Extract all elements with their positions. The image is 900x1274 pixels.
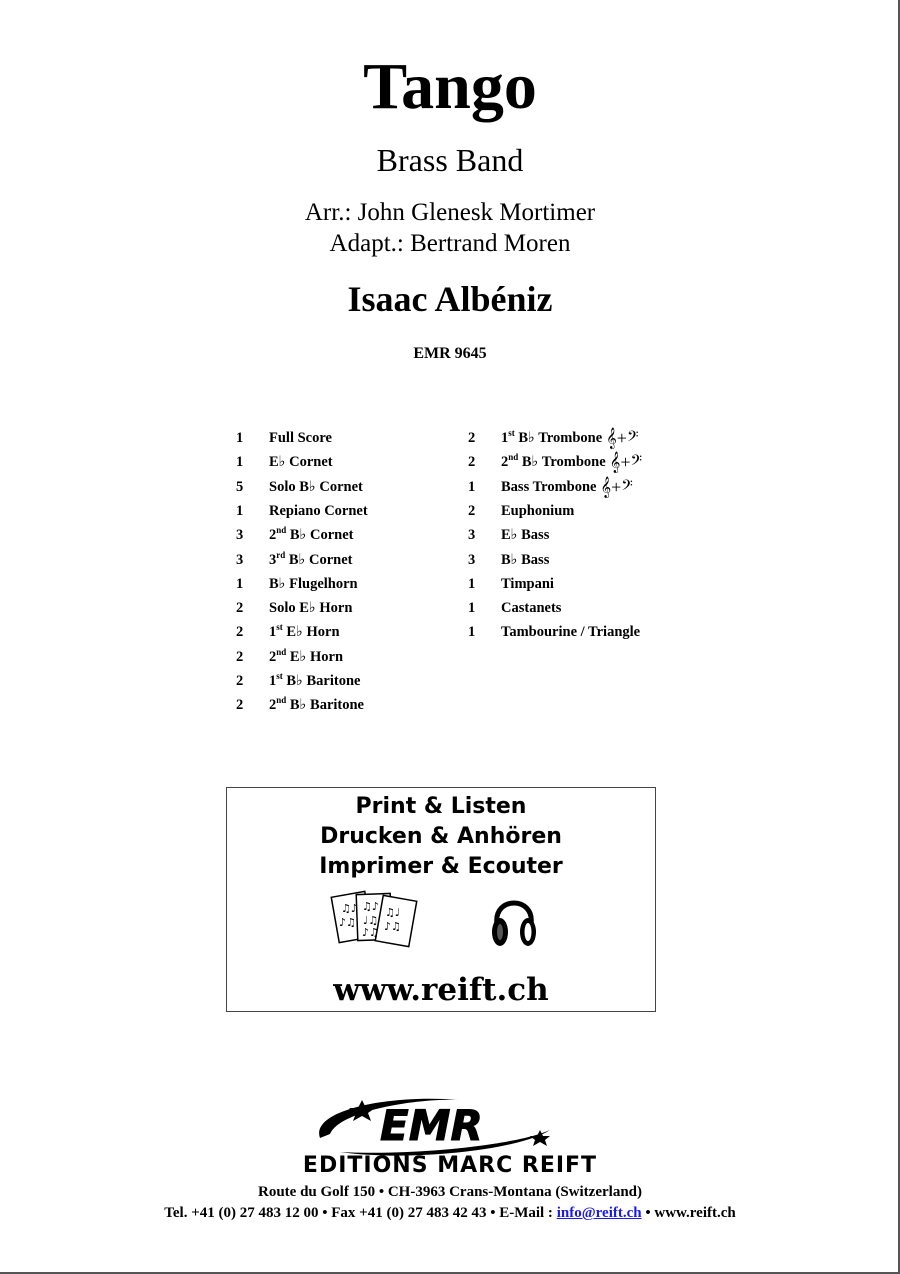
instrument-ordinal-suffix: nd <box>276 695 287 706</box>
instrument-ordinal: 1 <box>269 673 277 689</box>
sheet-music-icon <box>327 888 422 958</box>
instrument-ordinal-suffix: st <box>508 428 515 438</box>
instrument-name <box>269 453 333 471</box>
composer-name: Isaac Albéniz <box>347 279 553 319</box>
publisher-contact <box>0 1203 900 1223</box>
instrument-name <box>269 696 364 714</box>
instrument-ordinal-suffix: rd <box>276 549 286 560</box>
instrument-name <box>269 575 358 593</box>
instrument-quantity: 1 <box>236 454 244 471</box>
instrument-quantity: 3 <box>236 527 244 544</box>
instrument-quantity: 2 <box>468 502 476 519</box>
print-listen-box <box>226 787 656 1012</box>
svg-text:♫♩: ♫♩ <box>385 906 401 919</box>
instrument-label: E♭ Bass <box>501 527 550 544</box>
instrument-label: B♭ Flugelhorn <box>269 575 358 592</box>
treble-bass-clef-icon: 𝄞+𝄢 <box>600 476 633 497</box>
svg-text:♪♫: ♪♫ <box>339 916 356 929</box>
instrument-label: Euphonium <box>501 502 575 519</box>
instrument-quantity: 3 <box>468 527 476 544</box>
instrument-label: E♭ Cornet <box>269 454 333 471</box>
instrument-name <box>269 429 332 447</box>
instrument-name <box>501 429 639 447</box>
instrument-name <box>501 502 574 520</box>
publisher-address: Route du Golf 150 • CH-3963 Crans-Montana (Switzerland) <box>258 1184 642 1200</box>
instrument-name <box>269 502 368 520</box>
page-title: Tango <box>363 50 537 123</box>
instrument-quantity: 2 <box>236 624 244 641</box>
emr-logo-text: EMR <box>380 1101 483 1150</box>
instrument-label: B♭ Trombone <box>514 430 603 446</box>
instrument-ordinal: 2 <box>269 527 277 544</box>
instrument-quantity: 1 <box>468 575 476 592</box>
instrument-label: Timpani <box>501 575 554 592</box>
instrument-label: E♭ Horn <box>282 624 340 641</box>
instrument-ordinal-suffix: nd <box>276 525 287 536</box>
headphones-icon <box>489 886 539 952</box>
instrument-quantity: 3 <box>468 551 476 568</box>
instrument-quantity: 1 <box>236 430 244 446</box>
instrument-name <box>269 648 343 666</box>
instrument-name <box>269 599 352 617</box>
instrument-quantity: 2 <box>236 600 244 617</box>
catalog-number: EMR 9645 <box>413 345 487 362</box>
instrument-label: Solo E♭ Horn <box>269 600 353 617</box>
instrument-label: Repiano Cornet <box>269 502 368 519</box>
instrument-quantity: 1 <box>236 502 244 519</box>
instrument-name <box>501 599 561 617</box>
instrument-label: B♭ Cornet <box>286 527 354 544</box>
website-link[interactable]: www.reift.ch <box>333 972 549 1008</box>
instrument-quantity: 5 <box>236 478 244 495</box>
instrument-label: B♭ Bass <box>501 551 550 568</box>
svg-text:♪♫: ♪♫ <box>362 926 379 939</box>
instrument-label: Castanets <box>501 600 562 617</box>
instrument-ordinal: 2 <box>269 697 277 714</box>
arranger-credit: Arr.: John Glenesk Mortimer <box>304 199 596 226</box>
instrument-quantity: 1 <box>236 575 244 592</box>
instrument-label: B♭ Baritone <box>282 673 361 689</box>
instrument-label: Full Score <box>269 430 332 446</box>
instrument-quantity: 1 <box>468 478 476 495</box>
instrument-label: B♭ Cornet <box>285 551 353 568</box>
svg-text:♫♪: ♫♪ <box>362 900 379 913</box>
instrument-name <box>501 551 549 569</box>
instrument-quantity: 2 <box>236 648 244 665</box>
instrument-label: Solo B♭ Cornet <box>269 478 363 495</box>
instrument-name <box>501 526 549 544</box>
instrument-label: E♭ Horn <box>286 648 344 665</box>
phone-fax-text: Tel. +41 (0) 27 483 12 00 • Fax +41 (0) 27 483 42 43 • E-Mail : <box>164 1205 557 1221</box>
instrument-ordinal-suffix: nd <box>276 646 287 657</box>
instrument-name <box>269 623 340 641</box>
instrument-quantity: 1 <box>468 624 476 641</box>
instrument-ordinal: 2 <box>501 454 509 471</box>
emr-logo <box>300 1090 560 1160</box>
instrument-name <box>269 478 363 496</box>
instrument-ordinal: 2 <box>269 648 277 665</box>
treble-bass-clef-icon: 𝄞+𝄢 <box>609 452 643 473</box>
instrument-name <box>269 551 353 569</box>
promo-line-french: Imprimer & Ecouter <box>319 854 563 879</box>
instrument-ordinal: 1 <box>501 430 509 446</box>
web-text: • www.reift.ch <box>641 1205 736 1221</box>
instrument-name <box>501 478 633 496</box>
instrument-name <box>269 672 360 690</box>
promo-line-german: Drucken & Anhören <box>320 824 562 849</box>
instrument-ordinal-suffix: nd <box>508 452 519 463</box>
instrument-quantity: 2 <box>468 430 476 446</box>
instrument-label: Tambourine / Triangle <box>501 624 641 641</box>
instrument-name <box>501 575 554 593</box>
instrument-ordinal: 1 <box>269 624 277 641</box>
instrument-label: B♭ Baritone <box>286 697 364 714</box>
instrument-name <box>501 623 640 641</box>
instrument-quantity: 3 <box>236 551 244 568</box>
instrument-quantity: 2 <box>468 454 476 471</box>
promo-line-english: Print & Listen <box>355 794 527 819</box>
instrument-ordinal-suffix: st <box>276 622 283 633</box>
svg-text:♪♫: ♪♫ <box>384 920 401 933</box>
instrument-quantity: 2 <box>236 673 244 689</box>
instrument-name <box>269 526 354 544</box>
email-link[interactable]: info@reift.ch <box>556 1205 642 1221</box>
treble-bass-clef-icon: 𝄞+𝄢 <box>606 428 639 448</box>
svg-text:♫♪: ♫♪ <box>341 902 358 915</box>
instrument-ordinal: 3 <box>269 551 277 568</box>
publisher-name: EDITIONS MARC REIFT <box>302 1153 598 1178</box>
instrument-name <box>501 453 642 471</box>
instrument-label: Bass Trombone <box>501 478 597 495</box>
ensemble-subtitle: Brass Band <box>376 142 524 178</box>
instrument-quantity: 1 <box>468 600 476 617</box>
instrument-quantity: 2 <box>236 697 244 714</box>
instrument-label: B♭ Trombone <box>518 454 606 471</box>
adapter-credit: Adapt.: Bertrand Moren <box>329 230 571 257</box>
svg-text:♩♫: ♩♫ <box>363 914 379 927</box>
instrument-ordinal-suffix: st <box>276 671 283 681</box>
